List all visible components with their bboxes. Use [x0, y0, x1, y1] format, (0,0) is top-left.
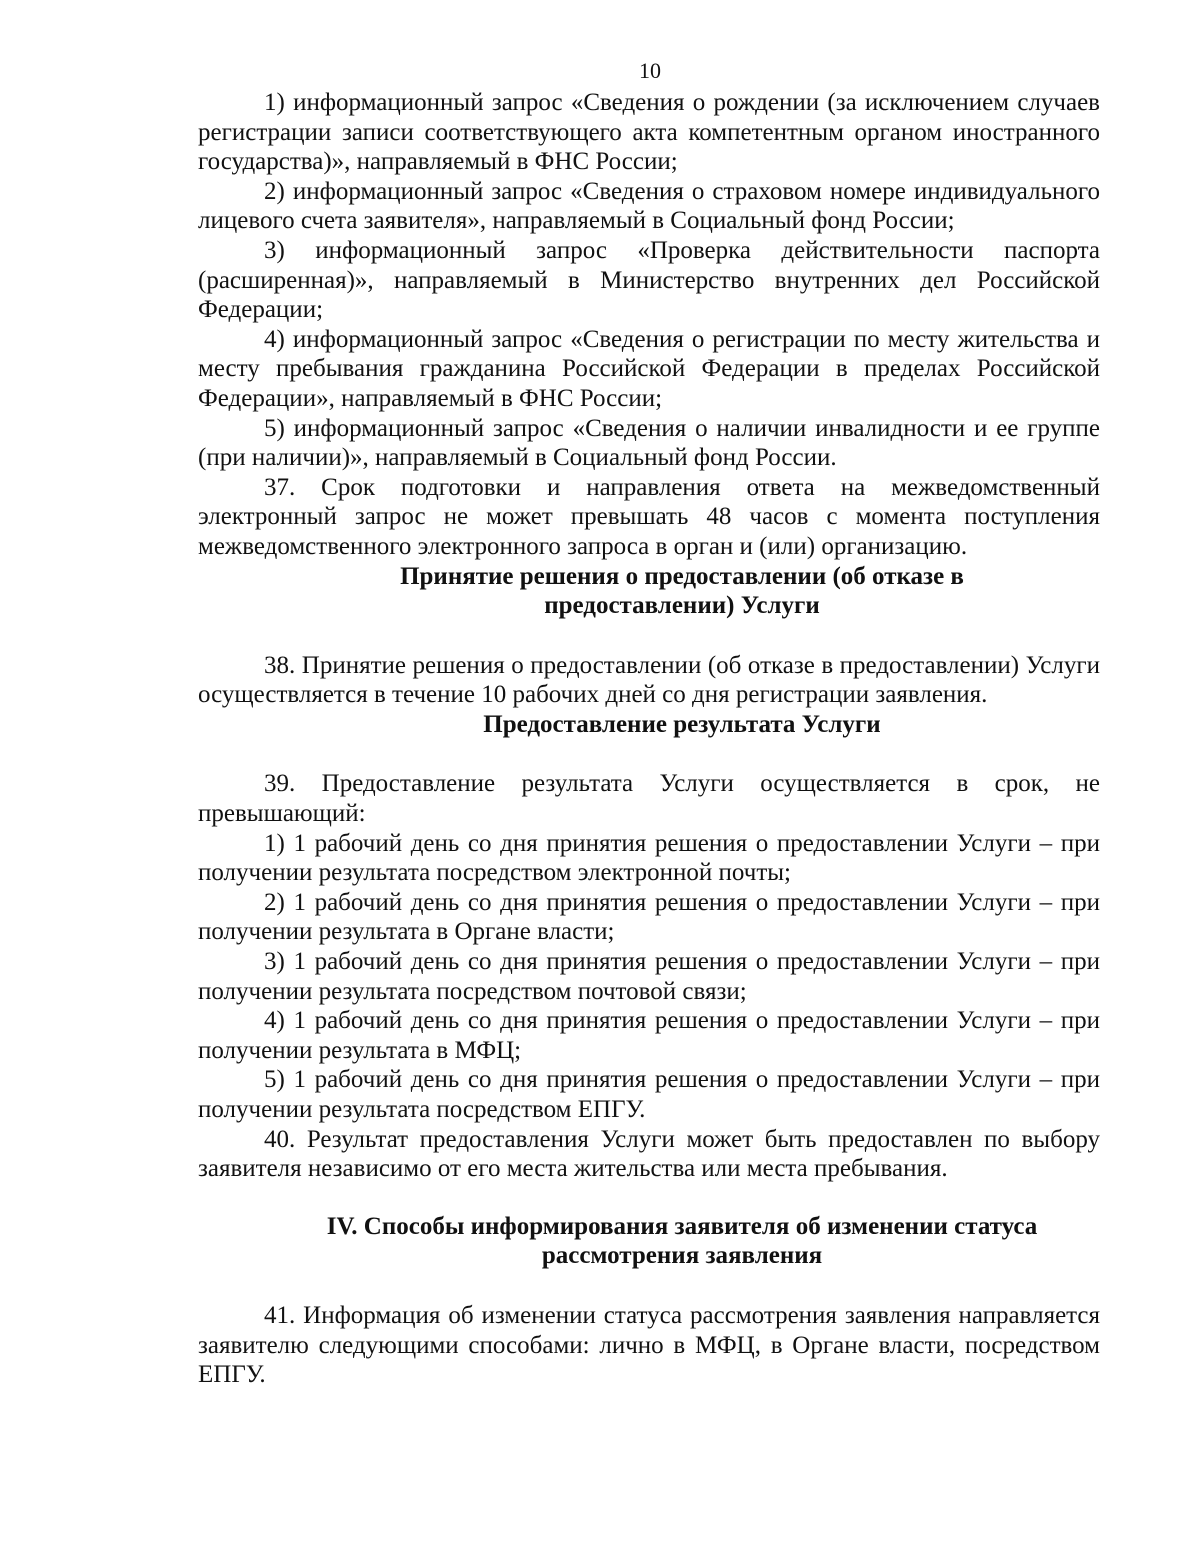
heading-result-line1: Предоставление результата Услуги — [483, 710, 881, 738]
paragraph-41: 41. Информация об изменении статуса рассмотрения заявления направляется заявителю следующими способами: лично в МФЦ, в Органе власти, посредством ЕПГУ. — [198, 1301, 1100, 1389]
spacer — [198, 1271, 1100, 1301]
heading-section-4 — [198, 1212, 1100, 1271]
page-number: 10 — [639, 58, 661, 83]
paragraph-39-item-5: 5) 1 рабочий день со дня принятия решения о предоставлении Услуги – при получении результата посредством ЕПГУ. — [198, 1066, 1100, 1123]
paragraph-38: 38. Принятие решения о предоставлении (об отказе в предоставлении) Услуги осуществляется в течение 10 рабочих дней со дня регистрации заявления. — [198, 651, 1100, 709]
heading-section-4-line1: IV. Способы информирования заявителя об изменении статуса — [326, 1212, 1038, 1240]
spacer — [198, 1184, 1100, 1212]
paragraph-39-item-1: 1) 1 рабочий день со дня принятия решения о предоставлении Услуги – при получении результата посредством электронной почты; — [198, 829, 1100, 887]
heading-decision-line2: предоставлении) Услуги — [544, 592, 820, 620]
paragraph-37: 37. Срок подготовки и направления ответа на межведомственный электронный запрос не может превышать 48 часов с момента поступления межведомственного электронного запроса в орган и (или) организацию. — [198, 473, 1100, 560]
heading-decision — [198, 562, 1100, 621]
paragraph-item-5: 5) информационный запрос «Сведения о наличии инвалидности и ее группе (при наличии)», направляемый в Социальный фонд России. — [198, 414, 1100, 472]
paragraph-39-item-3: 3) 1 рабочий день со дня принятия решения о предоставлении Услуги – при получении результата посредством почтовой связи; — [198, 948, 1100, 1005]
paragraph-39: 39. Предоставление результата Услуги осуществляется в срок, не превышающий: — [198, 770, 1100, 828]
heading-decision-line1: Принятие решения о предоставлении (об отказе в — [400, 562, 964, 590]
paragraph-item-2: 2) информационный запрос «Сведения о страховом номере индивидуального лицевого счета заявителя», направляемый в Социальный фонд России; — [198, 177, 1100, 235]
heading-section-4-line2: рассмотрения заявления — [541, 1242, 823, 1270]
paragraph-39-item-4: 4) 1 рабочий день со дня принятия решения о предоставлении Услуги – при получении результата в МФЦ; — [198, 1007, 1100, 1064]
paragraph-39-item-2: 2) 1 рабочий день со дня принятия решения о предоставлении Услуги – при получении результата в Органе власти; — [198, 888, 1100, 946]
paragraph-item-3: 3) информационный запрос «Проверка действительности паспорта (расширенная)», направляемый в Министерство внутренних дел Российской Федерации; — [198, 236, 1100, 324]
spacer — [198, 739, 1100, 769]
paragraph-item-4: 4) информационный запрос «Сведения о регистрации по месту жительства и месту пребывания гражданина Российской Федерации в пределах Российской Федерации», направляемый в ФНС России; — [198, 325, 1100, 412]
spacer — [198, 621, 1100, 651]
document-body — [198, 88, 1100, 1390]
heading-result — [198, 710, 1100, 740]
paragraph-40: 40. Результат предоставления Услуги может быть предоставлен по выбору заявителя независимо от его места жительства или места пребывания. — [198, 1125, 1100, 1183]
paragraph-item-1: 1) информационный запрос «Сведения о рождении (за исключением случаев регистрации записи соответствующего акта компетентным органом иностранного государства)», направляемый в ФНС России; — [198, 89, 1100, 176]
